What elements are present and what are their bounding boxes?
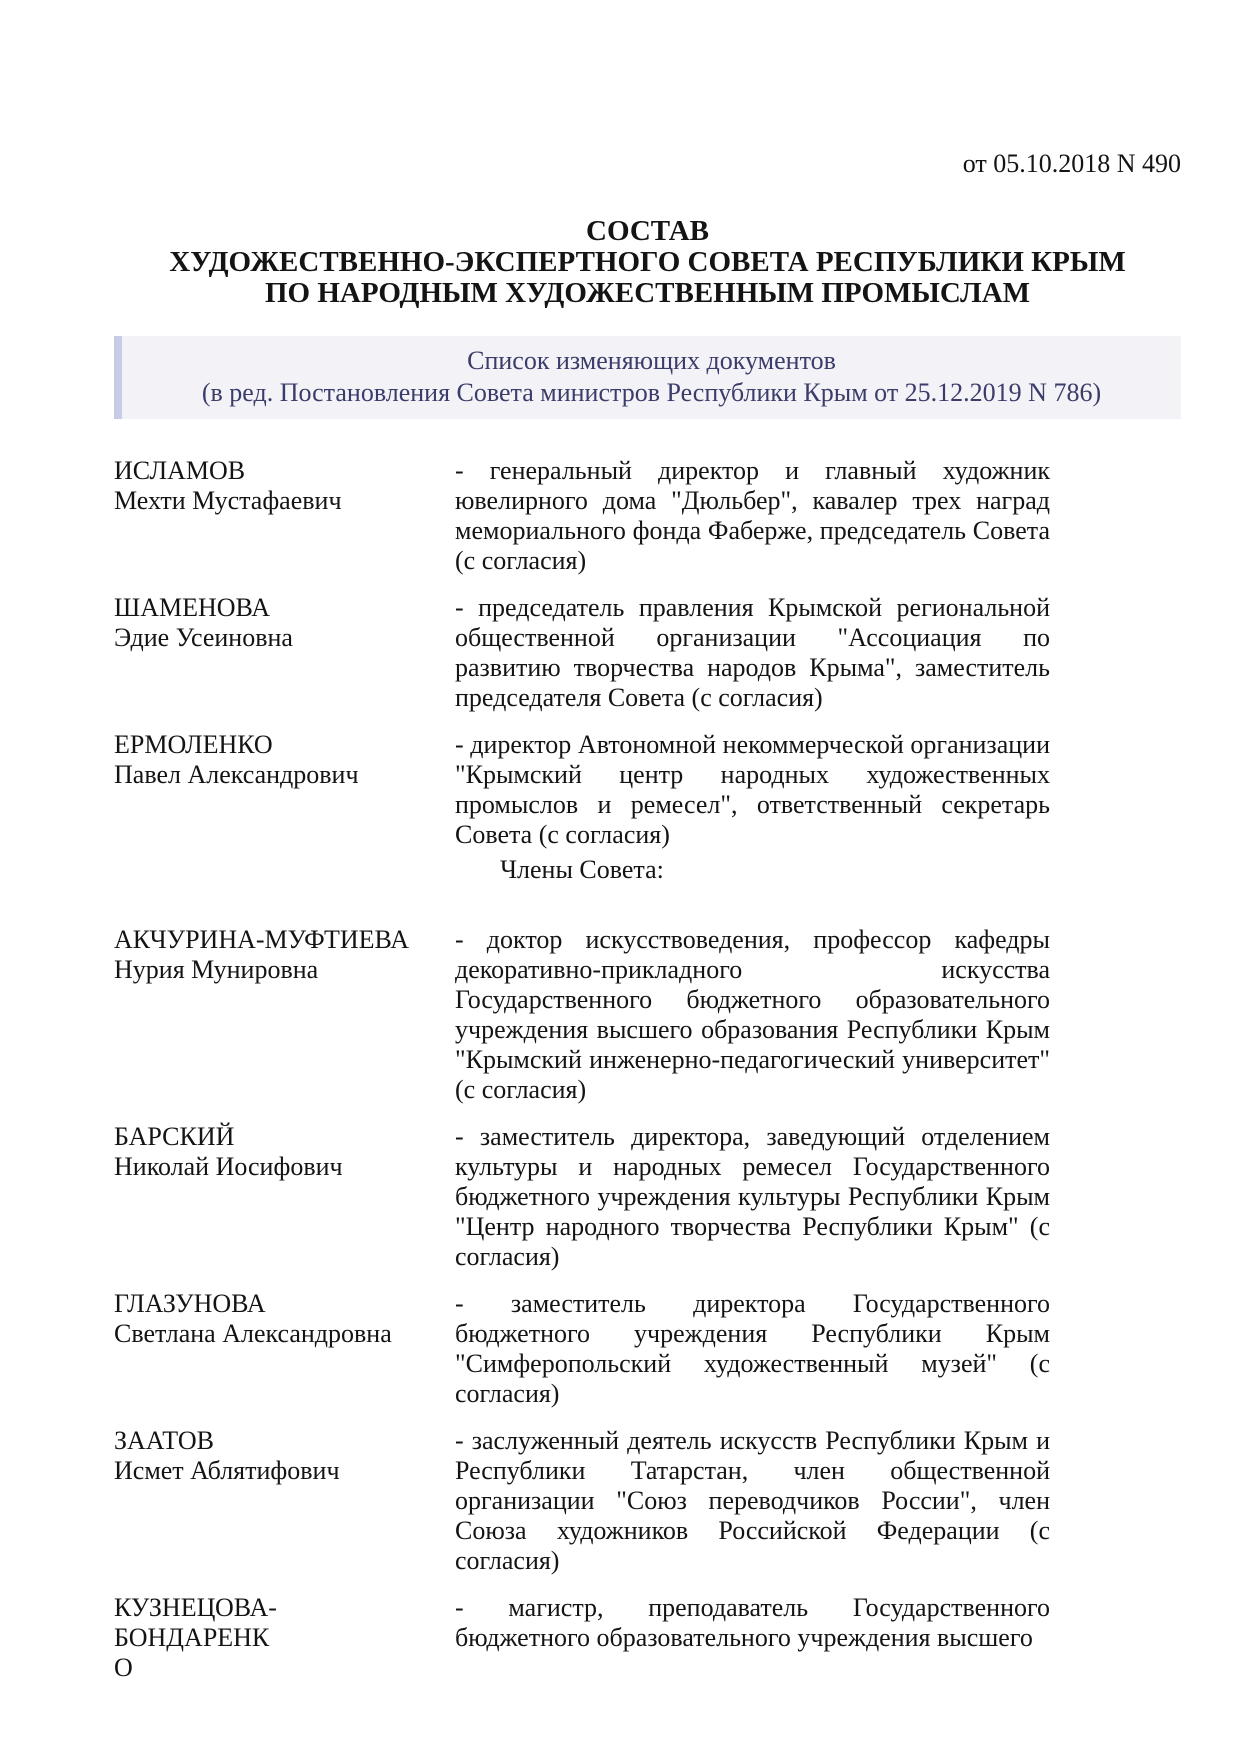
council-entry-row xyxy=(114,1593,1181,1683)
entry-name: БАРСКИЙ Николай Иосифович xyxy=(114,1122,343,1181)
council-entry-row xyxy=(114,1289,1181,1409)
council-composition-list xyxy=(114,456,1181,1683)
title-line-2: ХУДОЖЕСТВЕННО-ЭКСПЕРТНОГО СОВЕТА РЕСПУБЛИКИ КРЫМ xyxy=(169,246,1126,278)
entry-description: - заместитель директора, заведующий отделением культуры и народных ремесел Государственного бюджетного учреждения культуры Республики Крым "Центр народного творчества Республики Крым" (с согласия) xyxy=(455,1122,1050,1271)
leadership-entries xyxy=(114,456,1181,850)
entry-description: - заслуженный деятель искусств Республики Крым и Республики Татарстан, член общественной организации "Союз переводчиков России", член Союза художников Российской Федерации (с согласия) xyxy=(455,1426,1050,1575)
council-entry-row xyxy=(114,1426,1181,1576)
council-entry-row xyxy=(114,730,1181,850)
entry-name: АКЧУРИНА-МУФТИЕВА Нурия Мунировна xyxy=(114,925,410,984)
members-heading: Члены Совета: xyxy=(500,855,664,884)
council-entry-row xyxy=(114,456,1181,576)
entry-description: - директор Автономной некоммерческой организации "Крымский центр народных художественных промыслов и ремесел", ответственный секретарь Совета (с согласия) xyxy=(455,730,1050,849)
entry-name: ГЛАЗУНОВА Светлана Александровна xyxy=(114,1289,392,1348)
title-line-1: СОСТАВ xyxy=(586,215,709,247)
entry-name: КУЗНЕЦОВА-БОНДАРЕНК О xyxy=(114,1593,277,1682)
council-entry-row xyxy=(114,925,1181,1105)
entry-description: - генеральный директор и главный художник ювелирного дома "Дюльбер", кавалер трех наград мемориального фонда Фаберже, председатель Совета (с согласия) xyxy=(455,456,1050,575)
council-entry-row xyxy=(114,593,1181,713)
entry-name: ЗААТОВ Исмет Аблятифович xyxy=(114,1426,340,1485)
amendment-note-box xyxy=(114,336,1181,419)
document-title xyxy=(114,216,1181,309)
entry-name: ИСЛАМОВ Мехти Мустафаевич xyxy=(114,456,342,515)
date-reference: от 05.10.2018 N 490 xyxy=(962,149,1181,178)
entry-description: - председатель правления Крымской региональной общественной организации "Ассоциация по развитию творчества народов Крыма", заместитель председателя Совета (с согласия) xyxy=(455,593,1050,712)
entry-description: - доктор искусствоведения, профессор кафедры декоративно-прикладного искусства Государственного бюджетного образовательного учреждения высшего образования Республики Крым "Крымский инженерно-педагогический университет" (с согласия) xyxy=(455,925,1050,1104)
entry-name: ШАМЕНОВА Эдие Усеиновна xyxy=(114,593,293,652)
title-line-3: ПО НАРОДНЫМ ХУДОЖЕСТВЕННЫМ ПРОМЫСЛАМ xyxy=(264,277,1031,309)
entry-description: - заместитель директора Государственного бюджетного учреждения Республики Крым "Симферопольский художественный музей" (с согласия) xyxy=(455,1289,1050,1408)
member-entries xyxy=(114,925,1181,1683)
entry-description: - магистр, преподаватель Государственного бюджетного образовательного учреждения высшего xyxy=(455,1593,1050,1652)
amendment-note-revision: (в ред. Постановления Совета министров Республики Крым от 25.12.2019 N 786) xyxy=(201,378,1102,407)
council-entry-row xyxy=(114,1122,1181,1272)
amendment-note-heading: Список изменяющих документов xyxy=(467,346,836,375)
entry-name: ЕРМОЛЕНКО Павел Александрович xyxy=(114,730,359,789)
